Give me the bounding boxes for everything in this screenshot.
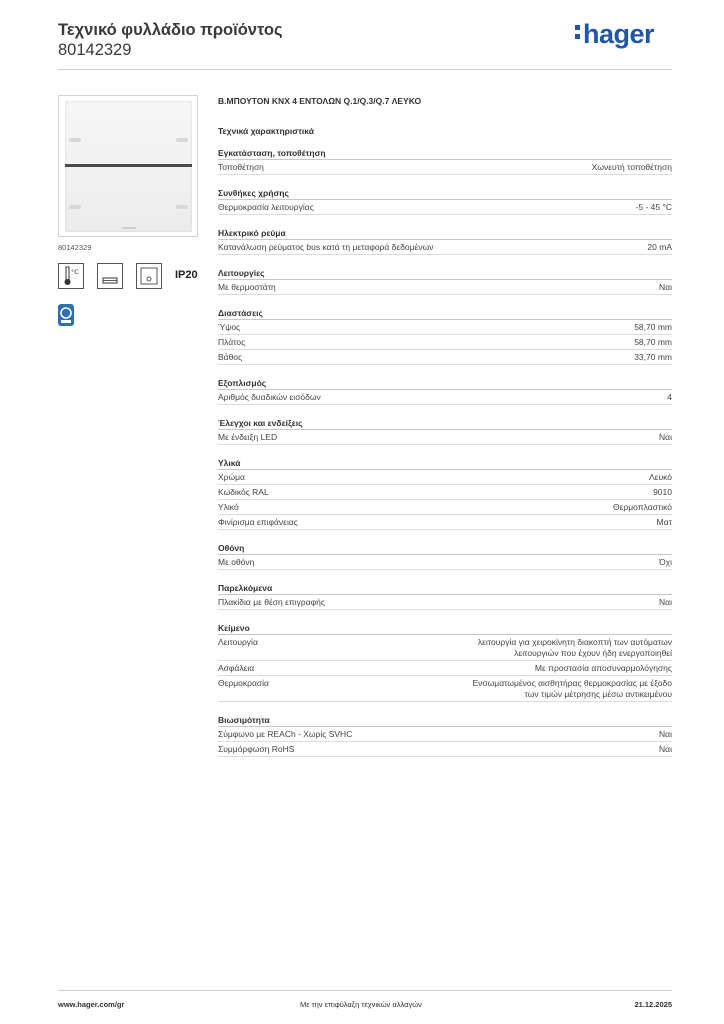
- website-link[interactable]: www.hager.com/gr: [58, 1000, 125, 1009]
- hager-logo: [575, 20, 654, 48]
- product-image: [58, 95, 198, 237]
- feature-icons: [58, 263, 206, 289]
- spec-label: Χρώμα: [218, 471, 245, 482]
- spec-label: Ύψος: [218, 321, 241, 332]
- spec-value: Χωνευτή τοποθέτηση: [591, 161, 672, 172]
- spec-group-title: Παρελκόμενα: [218, 581, 672, 595]
- spec-group-title: Βιωσιμότητα: [218, 713, 672, 727]
- spec-row: [218, 515, 672, 530]
- spec-value: Λευκό: [649, 471, 672, 482]
- spec-value: λειτουργία για χειροκίνητη διακοπτή των αυτόματων λειτουργιών που έχουν ήδη ενεργοποιηθεί: [477, 636, 672, 658]
- spec-label: Πλάτος: [218, 336, 246, 347]
- spec-value: Ναι: [659, 743, 672, 754]
- rocker-divider: [65, 164, 192, 167]
- spec-value: Ναι: [659, 596, 672, 607]
- spec-value: Θερμοπλαστικό: [612, 501, 672, 512]
- group-gap: [218, 530, 672, 541]
- group-gap: [218, 175, 672, 186]
- spec-group-title: Έλεγχοι και ενδείξεις: [218, 416, 672, 430]
- spec-group-title: Κείμενο: [218, 621, 672, 635]
- ip-rating: IP20: [175, 269, 198, 281]
- section-heading: Τεχνικά χαρακτηριστικά: [218, 126, 314, 136]
- spec-group-title: Συνθήκες χρήσης: [218, 186, 672, 200]
- group-gap: [218, 610, 672, 621]
- spec-row: [218, 742, 672, 757]
- group-gap: [218, 570, 672, 581]
- group-gap: [218, 295, 672, 306]
- spec-groups: [218, 146, 672, 757]
- spec-row: [218, 595, 672, 610]
- spec-label: Πλακίδια με θέση επιγραφής: [218, 596, 325, 607]
- led-indicator-icon: [176, 205, 188, 209]
- spec-group-title: Λειτουργίες: [218, 266, 672, 280]
- spec-value: Ναι: [659, 281, 672, 292]
- group-gap: [218, 702, 672, 713]
- switch-plate-illustration: [65, 101, 192, 232]
- spec-group-title: Οθόνη: [218, 541, 672, 555]
- spec-row: [218, 200, 672, 215]
- spec-group-title: Εγκατάσταση, τοποθέτηση: [218, 146, 672, 160]
- spec-group-title: Εξοπλισμός: [218, 376, 672, 390]
- spec-label: Συμμόρφωση RoHS: [218, 743, 295, 754]
- document-product-code: 80142329: [58, 41, 132, 59]
- thermometer-celsius-icon: [58, 263, 84, 289]
- spec-value: -5 - 45 °C: [635, 201, 672, 212]
- spec-row: [218, 727, 672, 742]
- spec-label: Λειτουργία: [218, 636, 258, 647]
- spec-label: Κωδικός RAL: [218, 486, 269, 497]
- spec-group-title: Ηλεκτρικό ρεύμα: [218, 226, 672, 240]
- spec-label: Αριθμός δυαδικών εισόδων: [218, 391, 321, 402]
- spec-value: 58,70 mm: [634, 321, 672, 332]
- spec-label: Θερμοκρασία λειτουργίας: [218, 201, 314, 212]
- svg-text:°C: °C: [71, 268, 79, 276]
- product-name: Β.ΜΠΟΥΤΟΝ ΚΝΧ 4 ΕΝΤΟΛΩΝ Q.1/Q.3/Q.7 ΛΕΥΚΟ: [218, 96, 422, 106]
- spec-row: [218, 485, 672, 500]
- page-header: [58, 20, 672, 70]
- spec-row: [218, 635, 672, 661]
- bottom-clip: [122, 227, 136, 229]
- logo-text: hager: [582, 19, 654, 49]
- spec-row: [218, 555, 672, 570]
- spec-value: Ματ: [656, 516, 672, 527]
- spec-value: Ναι: [659, 728, 672, 739]
- led-indicator-icon: [69, 138, 81, 142]
- document-title: Τεχνικό φυλλάδιο προϊόντος: [58, 21, 283, 39]
- spec-label: Με ένδειξη LED: [218, 431, 278, 442]
- group-gap: [218, 405, 672, 416]
- spec-label: Υλικό: [218, 501, 239, 512]
- spec-row: [218, 320, 672, 335]
- group-gap: [218, 255, 672, 266]
- spec-row: [218, 335, 672, 350]
- specifications: [218, 95, 672, 757]
- led-indicator-icon: [176, 138, 188, 142]
- spec-value: Με προστασία αποσυναρμολόγησης: [534, 662, 672, 673]
- spec-value: 4: [667, 391, 672, 402]
- spec-row: [218, 430, 672, 445]
- spec-label: Φινίρισμα επιφάνειας: [218, 516, 298, 527]
- spec-label: Με θερμοστάτη: [218, 281, 276, 292]
- spec-row: [218, 280, 672, 295]
- spec-row: [218, 470, 672, 485]
- spec-row: [218, 160, 672, 175]
- spec-label: Βάθος: [218, 351, 243, 362]
- surface-mounting-icon: [97, 263, 123, 289]
- spec-label: Σύμφωνο με REACh - Χωρίς SVHC: [218, 728, 353, 739]
- spec-label: Τοποθέτηση: [218, 161, 264, 172]
- page-footer: [58, 990, 672, 1014]
- spec-row: [218, 240, 672, 255]
- spec-value: 58,70 mm: [634, 336, 672, 347]
- certification-badge-icon: [58, 304, 74, 326]
- group-gap: [218, 215, 672, 226]
- spec-value: Ενσωματωμένος αισθητήρας θερμοκρασίας με έξοδο των τιμών μέτρησης μέσω αντικειμένου: [472, 677, 672, 699]
- spec-row: [218, 390, 672, 405]
- spec-row: [218, 676, 672, 702]
- group-gap: [218, 365, 672, 376]
- document-date: 21.12.2025: [634, 1000, 672, 1009]
- spec-value: 9010: [653, 486, 672, 497]
- spec-label: Με οθόνη: [218, 556, 255, 567]
- spec-group-title: Υλικά: [218, 456, 672, 470]
- spec-label: Ασφάλεια: [218, 662, 255, 673]
- spec-label: Θερμοκρασία: [218, 677, 269, 688]
- logo-dots-icon: [575, 23, 581, 41]
- spec-row: [218, 350, 672, 365]
- spec-row: [218, 500, 672, 515]
- spec-value: Ναι: [659, 431, 672, 442]
- spec-value: 20 mA: [647, 241, 672, 252]
- flush-mounting-icon: [136, 263, 162, 289]
- spec-label: Κατανάλωση ρεύματος bus κατά τη μεταφορά δεδομένων: [218, 241, 434, 252]
- group-gap: [218, 445, 672, 456]
- image-product-code: 80142329: [58, 243, 92, 252]
- spec-value: Όχι: [659, 556, 672, 567]
- disclaimer: Με την επιφύλαξη τεχνικών αλλαγών: [300, 1000, 422, 1009]
- led-indicator-icon: [69, 205, 81, 209]
- spec-value: 33,70 mm: [634, 351, 672, 362]
- spec-group-title: Διαστάσεις: [218, 306, 672, 320]
- spec-row: [218, 661, 672, 676]
